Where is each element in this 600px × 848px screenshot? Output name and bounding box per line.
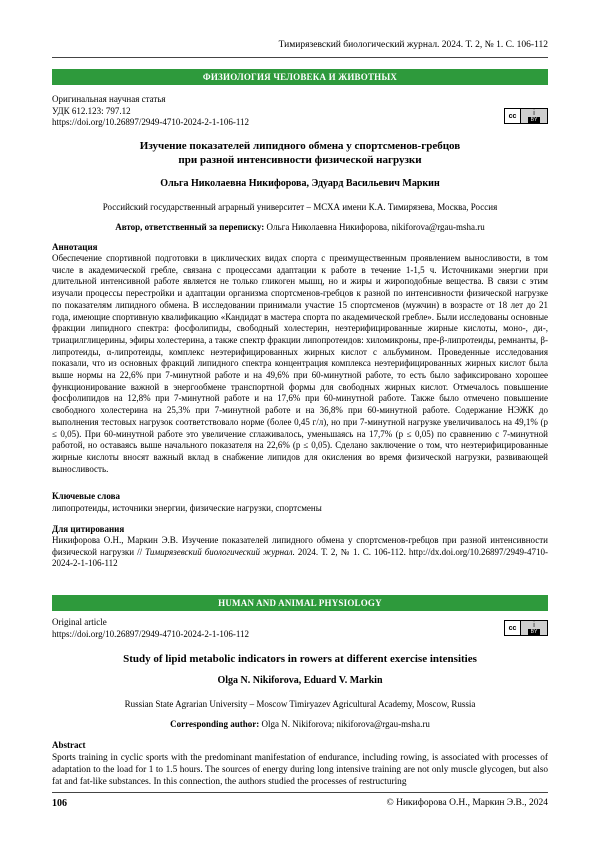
authors-en: Olga N. Nikiforova, Eduard V. Markin [217, 675, 383, 686]
by-label: BY [528, 629, 541, 635]
affiliation-ru: Российский государственный аграрный университет – МСХА имени К.А. Тимирязева, Москва, Россия [102, 202, 498, 212]
section-band-en: HUMAN AND ANIMAL PHYSIOLOGY [52, 595, 548, 611]
cc-by-license-icon[interactable] [504, 108, 548, 124]
person-icon: i [533, 621, 535, 629]
citation-text [52, 535, 548, 570]
corresponding-value[interactable]: Ольга Николаевна Никифорова, nikiforova@rgau-msha.ru [266, 222, 485, 232]
doi-link[interactable]: https://doi.org/10.26897/2949-4710-2024-2-1-106-112 [52, 117, 249, 127]
by-label: BY [528, 117, 541, 123]
abstract-text-en: Sports training in cyclic sports with the predominant manifestation of endurance, including rowing, is associated with processes of adaptation to the load for 1 to 1.5 hours. The sources of energy during long intensive training are not only muscle glycogen, but also fat and fat-like substances. In this connection, the authors studied the processes of restructuring [52, 753, 548, 787]
doi-link-en[interactable]: https://doi.org/10.26897/2949-4710-2024-2-1-106-112 [52, 628, 249, 639]
title-line-1: Изучение показателей липидного обмена у спортсменов-гребцов [139, 140, 461, 152]
article-title-en: Study of lipid metabolic indicators in rowers at different exercise intensities [123, 653, 477, 665]
citation-journal: Тимирязевский биологический журнал. [145, 546, 295, 557]
article-type-en: Original article [52, 617, 107, 627]
article-meta-en [52, 617, 249, 640]
abstract-text-ru: Обеспечение спортивной подготовки в циклических видах спорта с преимущественным проявлением выносливости, в том числе в академической гребле, связана с процессами адаптации к работе в течение 1-1,5 ч. Источниками энергии при длительной интенсивной работе является не только гликоген мышц, но и жиры и жироподобные вещества. В связи с этим изучали процессы перестройки и адаптации организма спортсменов-гребцов к разной по интенсивности физической нагрузке по показателям липидного обмена. В исследовании принимали участие 15 спортсменов (мужчин) в возрасте от 18 лет до 21 года, имеющие спортивную квалификацию «Кандидат в мастера спорта по академической гребле». Были исследованы основные фракции липидного спектра: фосфолипиды, свободный холестерин, неэтерифицированные жирные кислоты, моно-, ди-, триацилглицерины, эфиры холестерина, а также спектр фракции липопротеидов: хиломикроны, пре-β-липротеиды, ремнанты, β-липротеиды, α-липротеиды, комплекс неэтерифицированных жирных кислот с альбумином. Проведенные исследования показали, что из основных фракций липидного спектра концентрация комплекса неэтерифицированных жирных кислот была выше нормы на 22,6% при 7-минутной работе и на 49,6% при 60-минутной работе, то есть было зафиксировано хорошее функционирование важной в энергообмене транспортной формы для свободных жирных кислот. Отмечалось повышение фосфолипидов на 12,8% при 7-минутной работе и на 17,6% при 60-минутной работе. Также было отмечено повышение свободного холестерина на 25,3% при 7-минутной работе и на 36,8% при 60-минутной работе. Содержание НЭЖК до выполнения тестовых нагрузок соответствовало норме (более 0,45 г/л), но при 7-минутной нагрузке увеличивалось на 49,1% (р ≤ 0,05). При 60-минутной работе это увеличение сглаживалось, уменьшаясь на 17,7% (р ≤ 0,05) по сравнению с 7-минутной работой, но оставаясь выше начального показателя на 22,6% (р ≤ 0,05). Сделано заключение о том, что неэтерифицированные жирные кислоты вносят важный вклад в снабжение липидов для окисления во время физической нагрузки, развивающей выносливость. [52, 253, 548, 474]
affiliation-en: Russian State Agrarian University – Moscow Timiryazev Agricultural Academy, Moscow, Russia [124, 699, 476, 709]
cc-icon: cc [505, 621, 521, 635]
abstract-heading-en: Abstract [52, 740, 86, 750]
keywords-heading: Ключевые слова [52, 491, 120, 501]
authors-ru: Ольга Николаевна Никифорова, Эдуард Васильевич Маркин [160, 178, 440, 189]
article-title-ru [52, 140, 548, 167]
copyright-notice: © Никифорова О.Н., Маркин Э.В., 2024 [386, 798, 548, 808]
title-line-2: при разной интенсивности физической нагрузки [178, 153, 422, 166]
page-number: 106 [52, 798, 67, 809]
udc-code: УДК 612.123: 797.12 [52, 105, 131, 116]
corresponding-value-en[interactable]: Olga N. Nikiforova; nikiforova@rgau-msha.ru [261, 719, 430, 729]
abstract-heading-ru: Аннотация [52, 242, 98, 252]
corresponding-author-ru [52, 222, 548, 232]
header-divider [52, 57, 548, 58]
corresponding-label-en: Corresponding author: [170, 719, 260, 729]
person-icon: i [533, 109, 535, 117]
journal-reference: Тимирязевский биологический журнал. 2024. Т. 2, № 1. С. 106-112 [278, 40, 548, 50]
footer-divider [52, 792, 548, 793]
citation-details: 2024. Т. 2, № 1. С. 106-112. http://dx.doi.org/10.26897/2949-4710-2024-2-1-106-112 [52, 546, 548, 569]
section-band-ru: ФИЗИОЛОГИЯ ЧЕЛОВЕКА И ЖИВОТНЫХ [52, 69, 548, 85]
article-meta-ru [52, 94, 249, 129]
cc-icon: cc [505, 109, 521, 123]
keywords-text: липопротеиды, источники энергии, физические нагрузки, спортсмены [52, 503, 322, 513]
citation-heading: Для цитирования [52, 524, 125, 534]
citation-authors-title: Никифорова О.Н., Маркин Э.В. Изучение показателей липидного обмена у спортсменов-гребцов при разной интенсивности физической нагрузки // [52, 535, 548, 557]
corresponding-label: Автор, ответственный за переписку: [115, 222, 265, 232]
corresponding-author-en [52, 719, 548, 729]
article-type: Оригинальная научная статья [52, 94, 166, 104]
cc-by-license-icon-en[interactable] [504, 620, 548, 636]
